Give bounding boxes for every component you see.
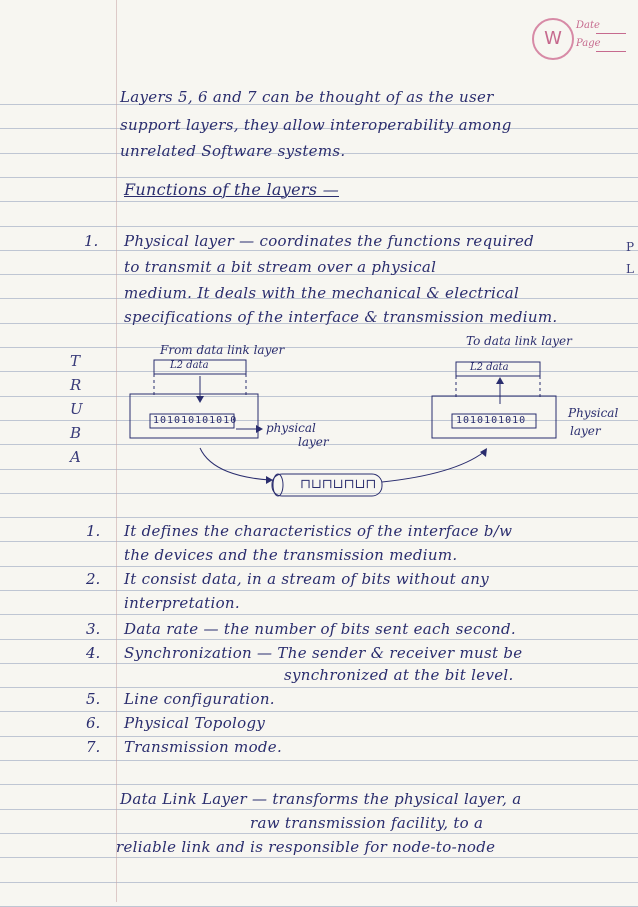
margin-letter-a: A <box>70 448 81 466</box>
point-4-line-1: Synchronization — The sender & receiver must be <box>124 644 523 662</box>
intro-line-1: Layers 5, 6 and 7 can be thought of as the user <box>120 88 494 106</box>
bits-left: 101010101010 <box>153 415 238 426</box>
point-1-line-1: It defines the characteristics of the interface b/w <box>124 522 513 540</box>
point-7-num: 7. <box>86 738 101 756</box>
point-1-num: 1. <box>86 522 101 540</box>
physical-line-2: to transmit a bit stream over a physical <box>124 258 437 276</box>
physical-line-4: specifications of the interface & transmission medium. <box>124 308 558 326</box>
arrow-up-head <box>496 377 504 384</box>
curve-right <box>382 452 484 482</box>
margin-letter-b: B <box>70 424 82 442</box>
point-3-num: 3. <box>86 620 101 638</box>
intro-line-3: unrelated Software systems. <box>120 142 346 160</box>
l2-data-right: L2 data <box>470 362 509 373</box>
cable-end <box>273 474 283 496</box>
point-6-line-1: Physical Topology <box>124 714 266 732</box>
curve-left <box>200 448 270 480</box>
page-label: Page <box>576 38 601 49</box>
arrow-right-head <box>256 425 263 433</box>
arrow-down-head <box>196 396 204 403</box>
physical-layer-left-1: physical <box>266 421 316 435</box>
datalink-line-2: raw transmission facility, to a <box>250 814 484 832</box>
datalink-line-1: Data Link Layer — transforms the physical layer, a <box>120 790 522 808</box>
curve-right-head <box>480 448 487 457</box>
point-3-line-1: Data rate — the number of bits sent each second. <box>124 620 516 638</box>
signal-wave: ⊓⊔⊓⊔⊓⊔⊓ <box>300 477 377 492</box>
point-5-line-1: Line configuration. <box>124 690 275 708</box>
point-2-line-2: interpretation. <box>124 594 240 612</box>
notebook-logo: W <box>532 18 574 60</box>
margin-letter-u: U <box>70 400 83 418</box>
intro-line-2: support layers, they allow interoperability among <box>120 116 512 134</box>
physical-layer-right-1: Physical <box>568 406 619 420</box>
datalink-line-3: reliable link and is responsible for node-to-node <box>116 838 496 856</box>
bits-right: 1010101010 <box>456 415 527 426</box>
edge-mark-2: L <box>626 262 634 276</box>
physical-layer-right-2: layer <box>570 424 601 438</box>
to-datalink-label: To data link layer <box>466 334 572 348</box>
margin-letter-t: T <box>70 352 81 370</box>
point-2-num: 2. <box>86 570 101 588</box>
l2-data-left: L2 data <box>170 360 209 371</box>
margin-letter-r: R <box>70 376 82 394</box>
physical-line-3: medium. It deals with the mechanical & electrical <box>124 284 520 302</box>
from-datalink-label: From data link layer <box>160 343 285 357</box>
edge-mark-1: P <box>626 240 635 254</box>
point-1-line-2: the devices and the transmission medium. <box>124 546 458 564</box>
physical-num: 1. <box>84 232 99 250</box>
section-heading: Functions of the layers — <box>124 180 339 199</box>
point-6-num: 6. <box>86 714 101 732</box>
point-7-line-1: Transmission mode. <box>124 738 283 756</box>
point-2-line-1: It consist data, in a stream of bits without any <box>124 570 490 588</box>
physical-layer-left-2: layer <box>298 435 329 449</box>
physical-line-1: Physical layer — coordinates the functions required <box>124 232 535 250</box>
point-5-num: 5. <box>86 690 101 708</box>
point-4-num: 4. <box>86 644 101 662</box>
date-label: Date <box>576 20 600 31</box>
point-4-line-2: synchronized at the bit level. <box>284 666 514 684</box>
